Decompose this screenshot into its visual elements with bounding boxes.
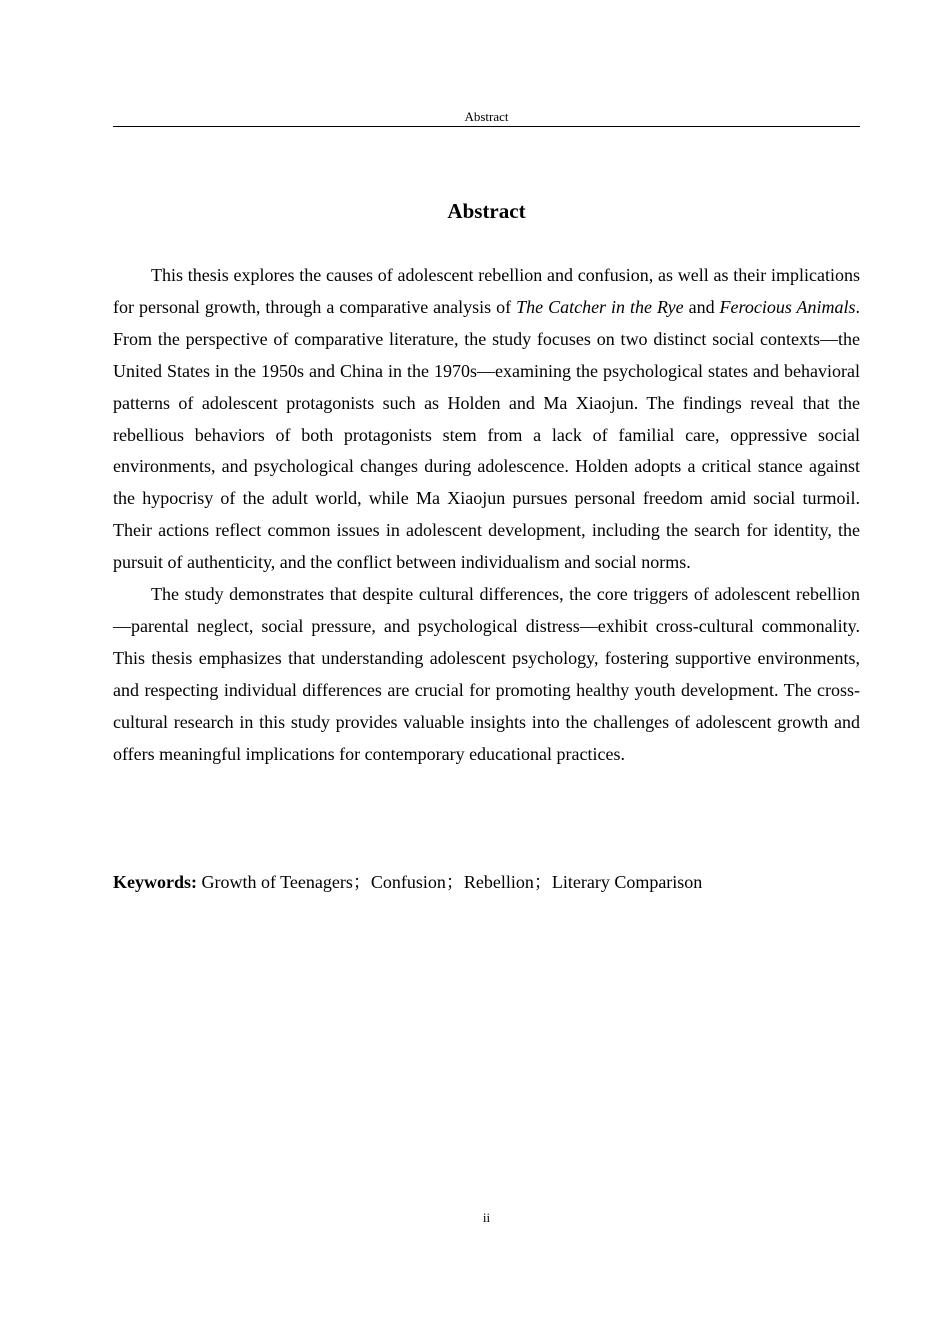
keywords-label: Keywords: xyxy=(113,872,197,892)
page-title: Abstract xyxy=(447,199,526,223)
keywords-list: Growth of Teenagers；Confusion；Rebellion；Literary Comparison xyxy=(201,872,703,892)
keywords-line xyxy=(113,867,860,897)
paragraph-1-text-b: and xyxy=(683,296,720,317)
paragraph-1-text-c: . From the perspective of comparative literature, the study focuses on two distinct social contexts—the United States in the 1950s and China in the 1970s—examining the psychological states and behavioral patterns of adolescent protagonists such as Holden and Ma Xiaojun. The findings reveal that the rebellious behaviors of both protagonists stem from a lack of familial care, oppressive social environments, and psychological changes during adolescence. Holden adopts a critical stance against the hypocrisy of the adult world, while Ma Xiaojun pursues personal freedom amid social turmoil. Their actions reflect common issues in adolescent development, including the search for identity, the pursuit of authenticity, and the conflict between individualism and social norms. xyxy=(113,296,860,573)
page-number: ii xyxy=(482,1210,491,1225)
running-header: Abstract xyxy=(464,109,509,124)
book-title-ferocious-animals: Ferocious Animals xyxy=(719,296,856,317)
abstract-body xyxy=(113,260,860,771)
book-title-catcher-in-the-rye: The Catcher in the Rye xyxy=(516,296,684,317)
abstract-paragraph-2: The study demonstrates that despite cultural differences, the core triggers of adolescent rebellion—parental neglect, social pressure, and psychological distress—exhibit cross-cultural commonality. This thesis emphasizes that understanding adolescent psychology, fostering supportive environments, and respecting individual differences are crucial for promoting healthy youth development. The cross-cultural research in this study provides valuable insights into the challenges of adolescent growth and offers meaningful implications for contemporary educational practices. xyxy=(113,584,860,764)
paragraph-1-text-a: This thesis explores the causes of adolescent rebellion and confusion, as well as their implications for personal growth, through a comparative analysis of xyxy=(113,265,860,317)
abstract-paragraph-1 xyxy=(113,260,860,579)
header-rule xyxy=(113,126,860,127)
